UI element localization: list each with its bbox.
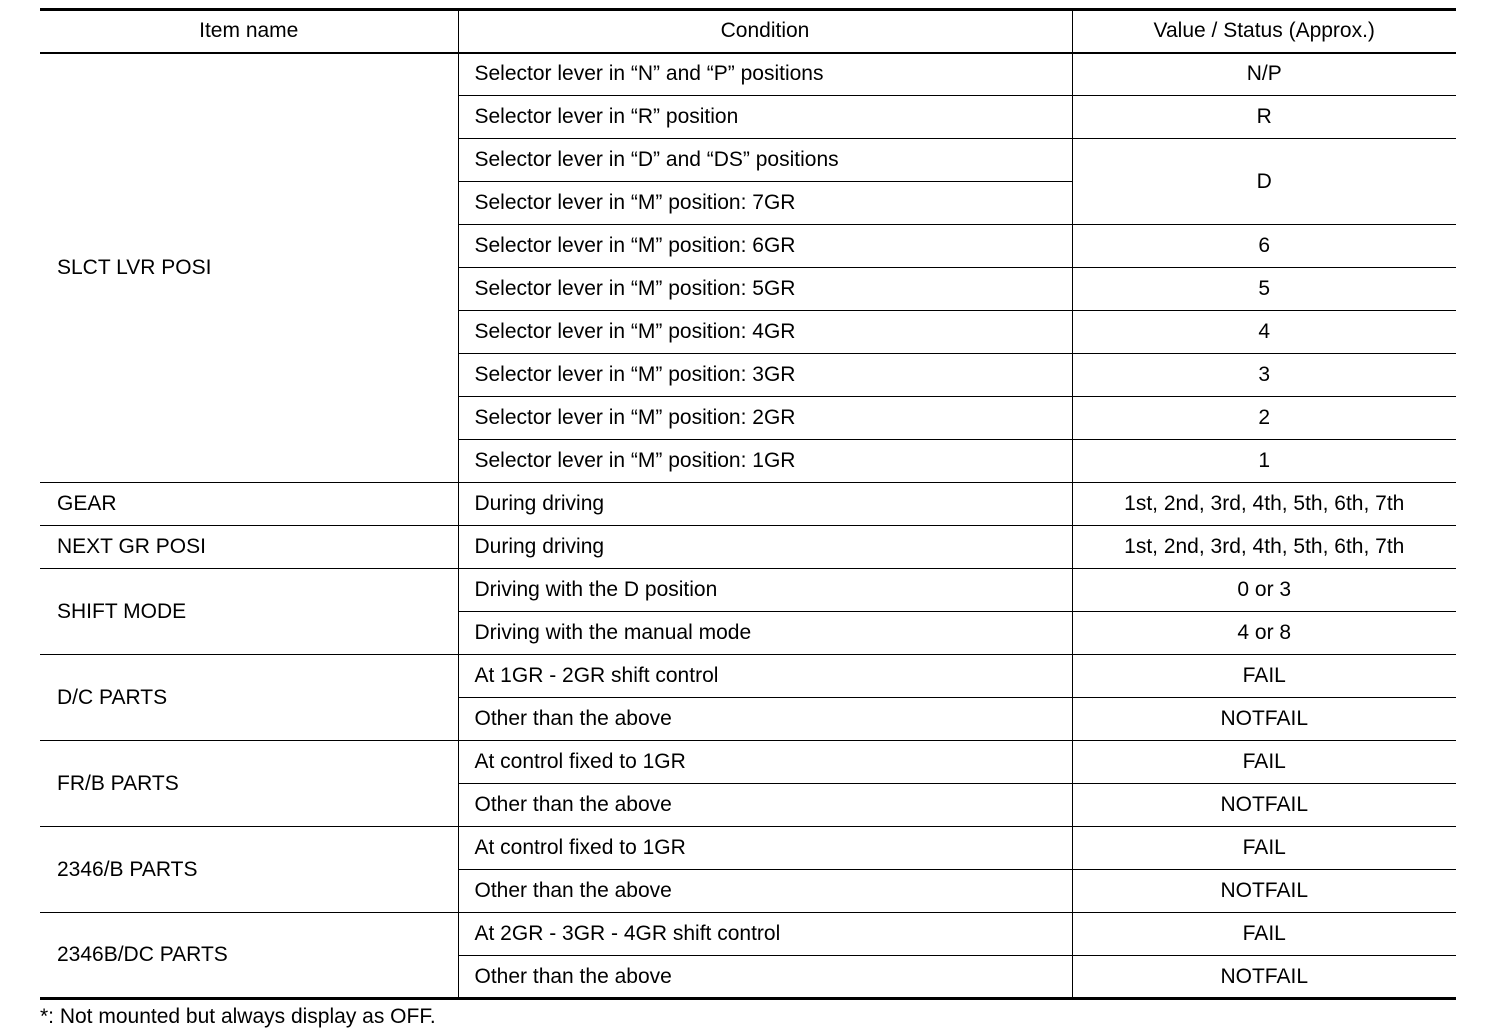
value-cell: 2 xyxy=(1072,397,1456,440)
item-dc-parts: D/C PARTS xyxy=(40,655,458,741)
table-row xyxy=(40,913,1456,956)
condition-cell: Other than the above xyxy=(458,956,1072,999)
table-row xyxy=(40,526,1456,569)
value-cell: 6 xyxy=(1072,225,1456,268)
condition-cell: At control fixed to 1GR xyxy=(458,741,1072,784)
item-shift-mode: SHIFT MODE xyxy=(40,569,458,655)
table-row xyxy=(40,655,1456,698)
condition-cell: Other than the above xyxy=(458,870,1072,913)
table-row xyxy=(40,53,1456,96)
value-cell: 4 xyxy=(1072,311,1456,354)
condition-cell: Selector lever in “M” position: 5GR xyxy=(458,268,1072,311)
condition-cell: Selector lever in “M” position: 2GR xyxy=(458,397,1072,440)
item-gear: GEAR xyxy=(40,483,458,526)
condition-cell: During driving xyxy=(458,483,1072,526)
table-row xyxy=(40,741,1456,784)
value-cell: 5 xyxy=(1072,268,1456,311)
condition-cell: Selector lever in “N” and “P” positions xyxy=(458,53,1072,96)
item-slct-lvr-posi: SLCT LVR POSI xyxy=(40,53,458,483)
value-cell: NOTFAIL xyxy=(1072,698,1456,741)
value-cell: NOTFAIL xyxy=(1072,784,1456,827)
table-row xyxy=(40,483,1456,526)
condition-cell: Driving with the D position xyxy=(458,569,1072,612)
header-item-name: Item name xyxy=(40,10,458,53)
item-2346b-parts: 2346/B PARTS xyxy=(40,827,458,913)
value-cell: 1st, 2nd, 3rd, 4th, 5th, 6th, 7th xyxy=(1072,483,1456,526)
value-cell: N/P xyxy=(1072,53,1456,96)
value-cell: R xyxy=(1072,96,1456,139)
condition-cell: Other than the above xyxy=(458,698,1072,741)
header-condition: Condition xyxy=(458,10,1072,53)
value-cell: FAIL xyxy=(1072,913,1456,956)
value-cell: FAIL xyxy=(1072,827,1456,870)
condition-cell: Selector lever in “M” position: 3GR xyxy=(458,354,1072,397)
condition-cell: Selector lever in “R” position xyxy=(458,96,1072,139)
header-value-status: Value / Status (Approx.) xyxy=(1072,10,1456,53)
condition-cell: During driving xyxy=(458,526,1072,569)
data-monitor-table xyxy=(40,8,1456,1000)
table-row xyxy=(40,569,1456,612)
condition-cell: Selector lever in “M” position: 4GR xyxy=(458,311,1072,354)
condition-cell: Selector lever in “M” position: 1GR xyxy=(458,440,1072,483)
condition-cell: Other than the above xyxy=(458,784,1072,827)
condition-cell: Selector lever in “M” position: 6GR xyxy=(458,225,1072,268)
condition-cell: Driving with the manual mode xyxy=(458,612,1072,655)
item-next-gr-posi: NEXT GR POSI xyxy=(40,526,458,569)
value-cell: 4 or 8 xyxy=(1072,612,1456,655)
value-cell: NOTFAIL xyxy=(1072,870,1456,913)
footnote: *: Not mounted but always display as OFF. xyxy=(40,1005,436,1028)
condition-cell: Selector lever in “M” position: 7GR xyxy=(458,182,1072,225)
condition-cell: At control fixed to 1GR xyxy=(458,827,1072,870)
value-cell: 0 or 3 xyxy=(1072,569,1456,612)
value-cell: NOTFAIL xyxy=(1072,956,1456,999)
condition-cell: At 1GR - 2GR shift control xyxy=(458,655,1072,698)
item-frb-parts: FR/B PARTS xyxy=(40,741,458,827)
value-cell: 3 xyxy=(1072,354,1456,397)
value-cell: FAIL xyxy=(1072,741,1456,784)
value-cell: 1st, 2nd, 3rd, 4th, 5th, 6th, 7th xyxy=(1072,526,1456,569)
value-cell: 1 xyxy=(1072,440,1456,483)
table-row xyxy=(40,827,1456,870)
condition-cell: At 2GR - 3GR - 4GR shift control xyxy=(458,913,1072,956)
value-cell: FAIL xyxy=(1072,655,1456,698)
condition-cell: Selector lever in “D” and “DS” positions xyxy=(458,139,1072,182)
header-row xyxy=(40,10,1456,53)
value-cell: D xyxy=(1072,139,1456,225)
item-2346bdc-parts: 2346B/DC PARTS xyxy=(40,913,458,999)
